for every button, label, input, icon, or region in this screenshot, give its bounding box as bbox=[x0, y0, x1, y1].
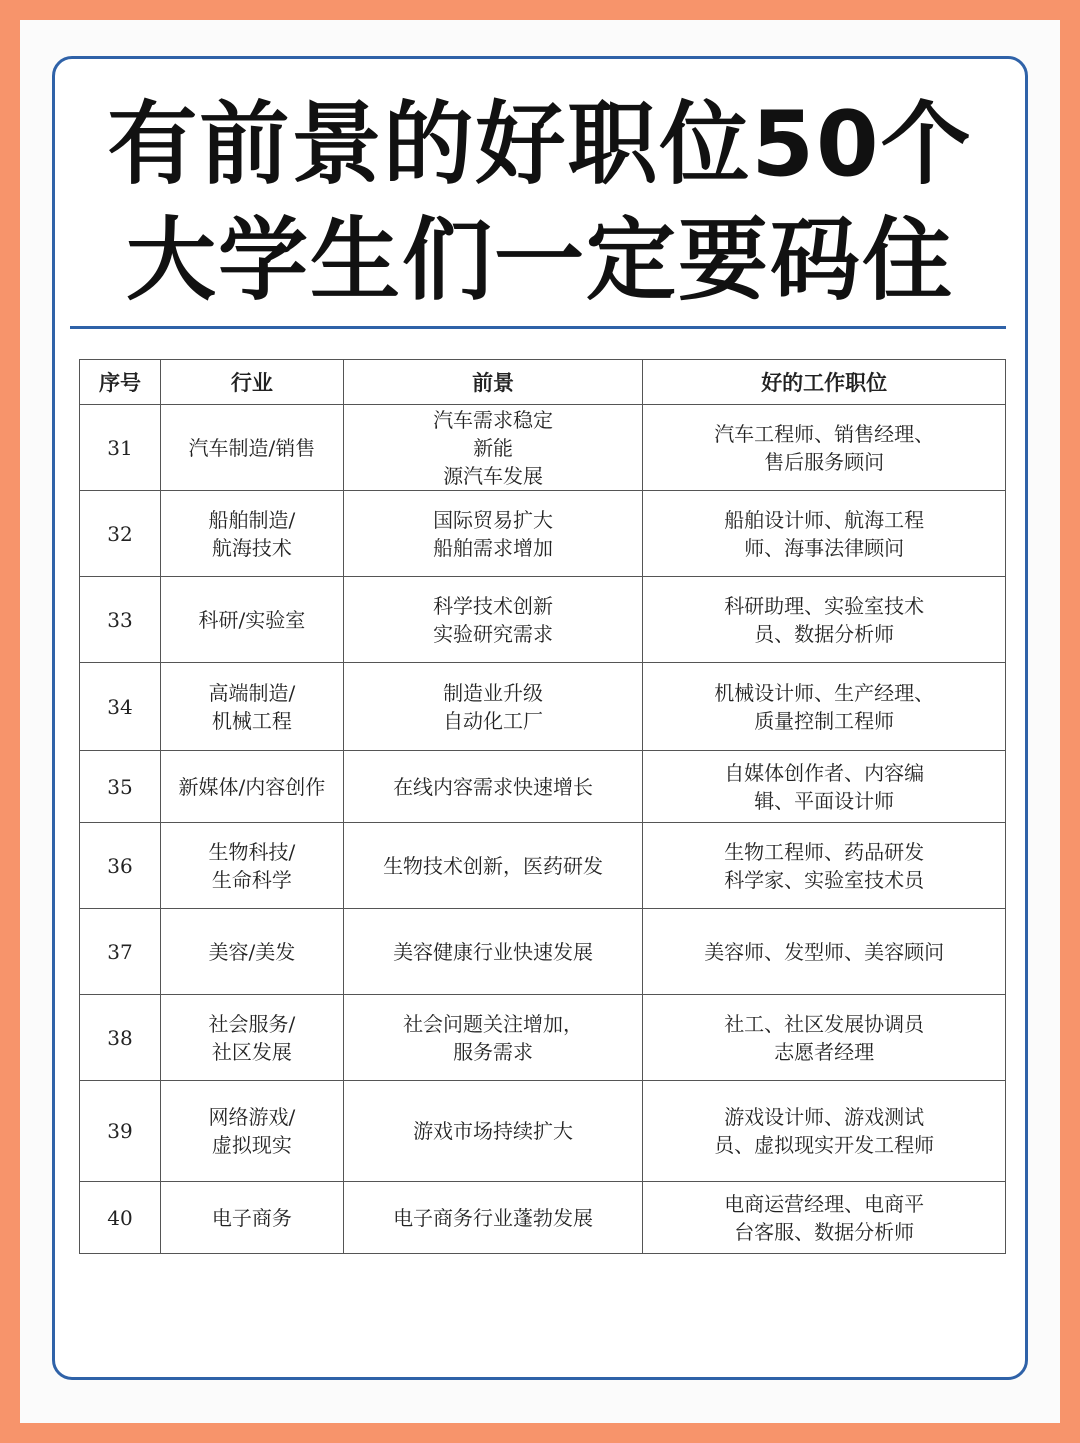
table-row bbox=[80, 995, 1006, 1081]
row-industry: 新媒体/内容创作 bbox=[178, 774, 326, 799]
row-industry: 社会服务/ 社区发展 bbox=[208, 1011, 296, 1064]
row-outlook: 制造业升级 自动化工厂 bbox=[443, 680, 544, 733]
header-outlook: 前景 bbox=[343, 360, 643, 405]
row-industry: 生物科技/ 生命科学 bbox=[208, 839, 296, 892]
row-number: 35 bbox=[80, 751, 161, 823]
table-row bbox=[80, 577, 1006, 663]
row-jobs: 科研助理、实验室技术 员、数据分析师 bbox=[724, 593, 925, 646]
row-industry: 高端制造/ 机械工程 bbox=[208, 680, 296, 733]
row-jobs: 机械设计师、生产经理、 质量控制工程师 bbox=[714, 680, 935, 733]
table-row bbox=[80, 491, 1006, 577]
row-outlook: 汽车需求稳定 新能 源汽车发展 bbox=[433, 407, 554, 488]
row-outlook: 游戏市场持续扩大 bbox=[413, 1119, 574, 1143]
poster-sheet bbox=[20, 20, 1060, 1423]
row-outlook: 生物技术创新，医药研发 bbox=[383, 853, 604, 878]
table-row bbox=[80, 1081, 1006, 1182]
row-industry: 电子商务 bbox=[211, 1205, 292, 1230]
row-jobs: 社工、社区发展协调员 志愿者经理 bbox=[724, 1011, 925, 1064]
row-outlook: 社会问题关注增加， 服务需求 bbox=[403, 1011, 584, 1064]
row-jobs: 电商运营经理、电商平 台客服、数据分析师 bbox=[724, 1191, 925, 1244]
title-line-2: 大学生们一定要码住 bbox=[126, 208, 954, 313]
header-jobs: 好的工作职位 bbox=[643, 360, 1006, 405]
row-industry: 汽车制造/销售 bbox=[188, 435, 316, 460]
table-header-row bbox=[80, 360, 1006, 405]
table-row bbox=[80, 823, 1006, 909]
row-jobs: 汽车工程师、销售经理、 售后服务顾问 bbox=[714, 421, 935, 474]
row-number: 38 bbox=[80, 995, 161, 1081]
title-divider bbox=[70, 326, 1006, 329]
row-industry: 船舶制造/ 航海技术 bbox=[208, 507, 296, 560]
row-number: 34 bbox=[80, 663, 161, 751]
row-jobs: 游戏设计师、游戏测试 员、虚拟现实开发工程师 bbox=[714, 1105, 935, 1157]
header-industry: 行业 bbox=[160, 360, 343, 405]
row-jobs: 美容师、发型师、美容顾问 bbox=[704, 939, 945, 964]
table-row bbox=[80, 909, 1006, 995]
header-number: 序号 bbox=[80, 360, 161, 405]
row-number: 40 bbox=[80, 1182, 161, 1254]
row-industry: 科研/实验室 bbox=[198, 607, 306, 632]
row-outlook: 电子商务行业蓬勃发展 bbox=[393, 1205, 594, 1230]
row-outlook: 在线内容需求快速增长 bbox=[393, 774, 594, 799]
table-row bbox=[80, 405, 1006, 491]
row-industry: 美容/美发 bbox=[208, 939, 296, 964]
row-jobs: 生物工程师、药品研发 科学家、实验室技术员 bbox=[724, 839, 925, 892]
row-number: 39 bbox=[80, 1081, 161, 1182]
row-number: 33 bbox=[80, 577, 161, 663]
row-industry: 网络游戏/ 虚拟现实 bbox=[208, 1105, 296, 1157]
table-row bbox=[80, 751, 1006, 823]
table-row bbox=[80, 1182, 1006, 1254]
row-number: 31 bbox=[80, 405, 161, 491]
title-line-1: 有前景的好职位50个 bbox=[107, 92, 973, 197]
row-outlook: 科学技术创新 实验研究需求 bbox=[433, 593, 554, 646]
row-jobs: 船舶设计师、航海工程 师、海事法律顾问 bbox=[724, 507, 925, 560]
table-row bbox=[80, 663, 1006, 751]
row-number: 37 bbox=[80, 909, 161, 995]
row-jobs: 自媒体创作者、内容编 辑、平面设计师 bbox=[724, 760, 925, 813]
jobs-table bbox=[79, 359, 1006, 1254]
row-number: 32 bbox=[80, 491, 161, 577]
row-number: 36 bbox=[80, 823, 161, 909]
row-outlook: 国际贸易扩大 船舶需求增加 bbox=[433, 507, 554, 560]
row-outlook: 美容健康行业快速发展 bbox=[393, 939, 594, 964]
